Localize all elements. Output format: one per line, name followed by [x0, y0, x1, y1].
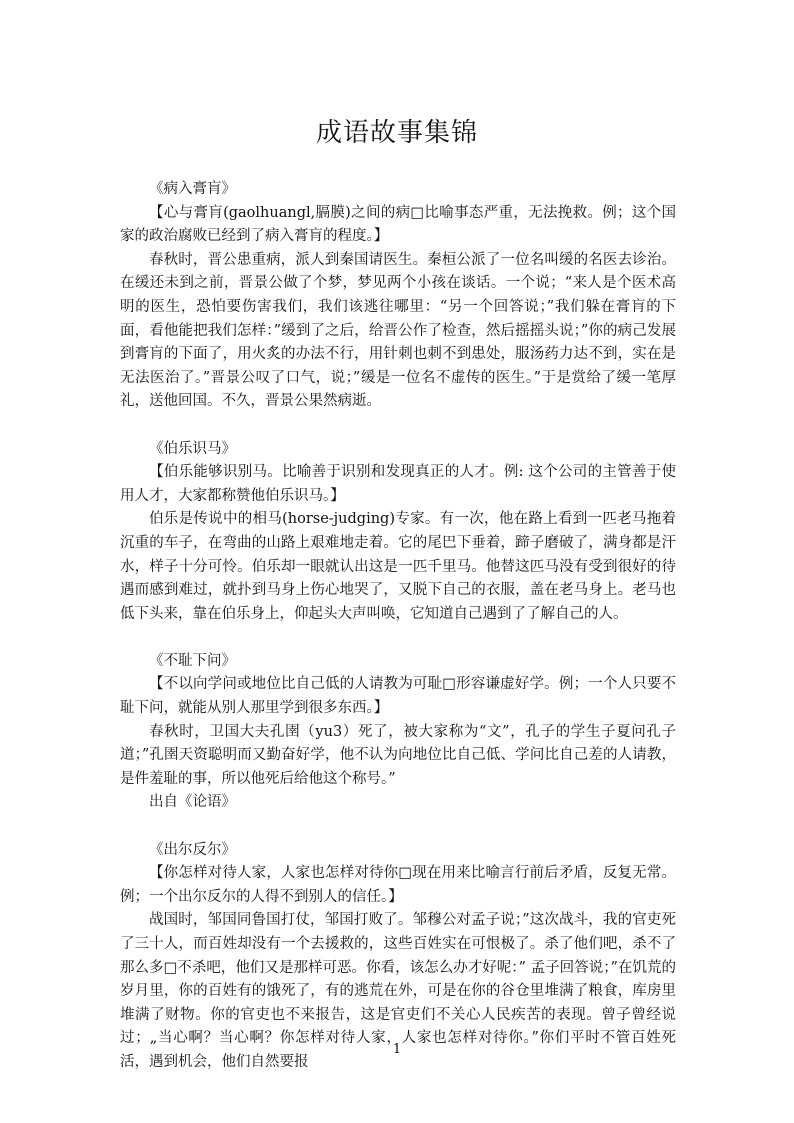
story-heading: 《病入膏肓》	[149, 181, 236, 197]
story-body: 伯乐是传说中的相马(horse-judging)专家。有一次，他在路上看到一匹老马拖着沉重的车子，在弯曲的山路上艰难地走着。它的尾巴下垂着，蹄子磨破了，满身都是汗水，样子十分可怜。伯乐却一眼就认出这是一匹千里马。他替这匹马没有受到很好的待遇而感到难过，就扑到马身上伤心地哭了，又脱下自己的衣服，盖在老马身上。老马也低下头来，靠在伯乐身上，仰起头大声叫唤，它知道自己遇到了了解自己的人。	[120, 511, 676, 622]
story-body: 春秋时，晋公患重病，派人到秦国请医生。秦桓公派了一位名叫缓的名医去诊治。在缓还未到之前，晋景公做了个梦，梦见两个小孩在谈话。一个说；“来人是个医术高明的医生，恐怕要伤害我们，我们该逃往哪里：“另一个回答说；”我们躲在膏肓的下面，看他能把我们怎样：”缓到了之后，给晋公作了检查，然后摇摇头说；”你的病己发展到膏肓的下面了，用火炙的办法不行，用针刺也刺不到患处，服汤药力达不到，实在是无法医治了。”晋景公叹了口气，说；”缓是一位名不虚传的医生。”于是赏给了缓一笔厚礼，送他回国。不久，晋景公果然病逝。	[120, 251, 676, 410]
story-source: 出自《论语》	[149, 794, 236, 811]
document-body	[120, 178, 676, 1098]
story-definition: 【伯乐能够识别马。比喻善于识别和发现真正的人才。例: 这个公司的主管善于使用人才，大家都称赞他伯乐识马。】	[120, 464, 676, 504]
page-number: 1	[392, 1042, 402, 1057]
story-heading: 《伯乐识马》	[149, 440, 236, 457]
story-body: 春秋时，卫国大夫孔圉（yu3）死了，被大家称为“文”，孔子的学生子夏问孔子道；”孔圉天资聪明而又勤奋好学，他不认为向地位比自己低、学问比自己差的人请教，是件羞耻的事，所以他死后给他这个称号。”	[120, 723, 676, 787]
page-title: 成语故事集锦	[315, 118, 478, 148]
story-heading: 《不耻下问》	[149, 652, 236, 669]
story-bo-le-shi-ma	[120, 438, 676, 627]
story-definition: 【不以向学问或地位比自己低的人请教为可耻□形容谦虚好学。例；一个人只要不耻下问，就能从别人那里学到很多东西。】	[120, 676, 676, 717]
story-heading: 《出尔反尔》	[149, 841, 236, 858]
story-definition: 【你怎样对待人家，人家也怎样对待你□现在用来比喻言行前后矛盾，反复无常。例；一个出尔反尔的人得不到别人的信任。】	[120, 865, 676, 905]
story-chu-er-fan-er	[120, 839, 676, 1075]
story-bu-chi-xia-wen	[120, 650, 676, 815]
story-bing-ru-gao-huang	[120, 178, 676, 414]
story-body: 战国时，邹国同鲁国打仗，邹国打败了。邹穆公对孟子说；”这次战斗，我的官吏死了三十人，而百姓却没有一个去援救的，这些百姓实在可恨极了。杀了他们吧，杀不了那么多□不杀吧，他们又是那样可恶。你看，该怎么办才好呢：” 孟子回答说；”在饥荒的岁月里，你的百姓有的饿死了，有的逃荒在外，可是在你的谷仓里堆满了粮食，库房里堆满了财物。你的官吏也不来报告，这是官吏们不关心人民疾苦的表现。曾子曾经说过；„当心啊？当心啊？你怎样对待人家，人家也怎样对待你。”你们平时不管百姓死活，遇到机会，他们自然要报	[120, 912, 676, 1070]
story-definition: 【心与膏肓(gaolhuangl,膈膜)之间的病□比喻事态严重，无法挽救。例；这个国家的政治腐败已经到了病入膏肓的程度。】	[120, 204, 676, 245]
